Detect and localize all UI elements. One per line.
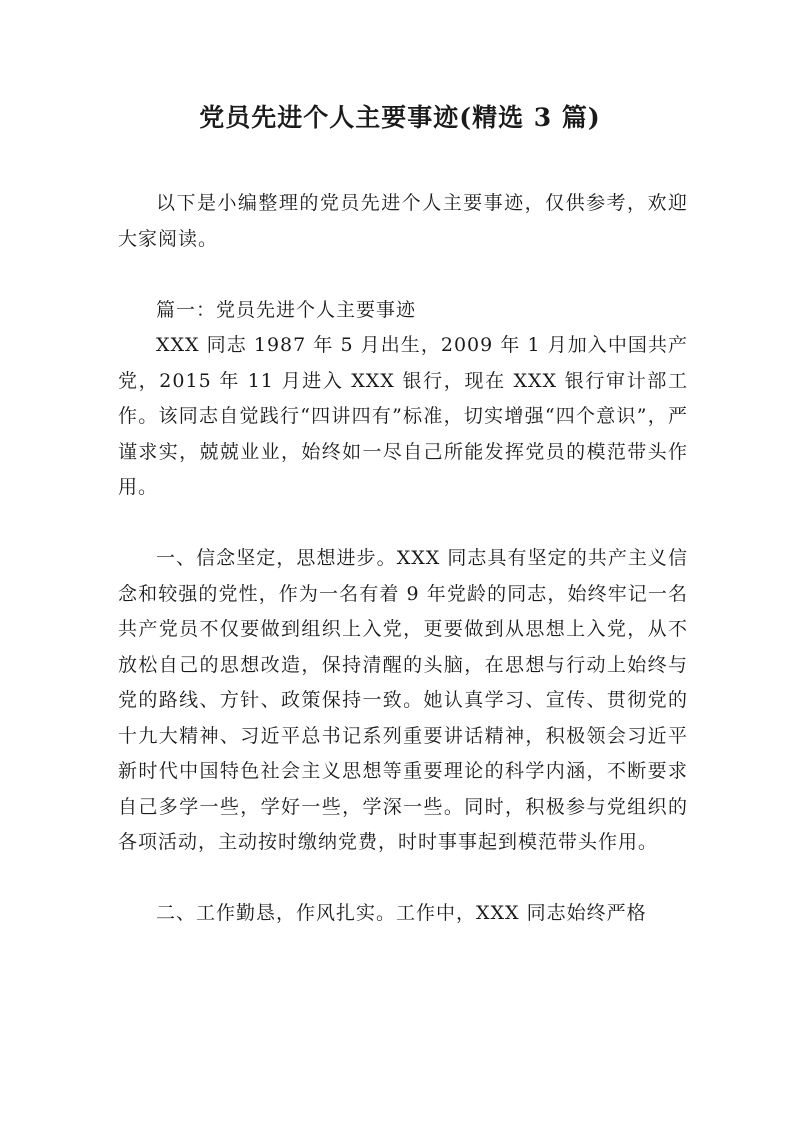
paragraph-1: XXX 同志 1987 年 5 月出生，2009 年 1 月加入中国共产党，2015 年 11 月进入 XXX 银行，现在 XXX 银行审计部工作。该同志自觉践行“四讲四有”标准，切实增强“四个意识”，严谨求实，兢兢业业，始终如一尽自己所能发挥党员的模范带头作用。 bbox=[118, 334, 688, 498]
intro-paragraph: 以下是小编整理的党员先进个人主要事迹，仅供参考，欢迎大家阅读。 bbox=[118, 192, 688, 250]
section-heading: 篇一：党员先进个人主要事迹 bbox=[156, 298, 417, 321]
paragraph-2: 一、信念坚定，思想进步。XXX 同志具有坚定的共产主义信念和较强的党性，作为一名有着 9 年党龄的同志，始终牢记一名共产党员不仅要做到组织上入党，更要做到从思想上入党，从不放松自己的思想改造，保持清醒的头脑，在思想与行动上始终与党的路线、方针、政策保持一致。她认真学习、宣传、贯彻党的十九大精神、习近平总书记系列重要讲话精神，积极领会习近平新时代中国特色社会主义思想等重要理论的科学内涵，不断要求自己多学一些，学好一些，学深一些。同时，积极参与党组织的各项活动，主动按时缴纳党费，时时事事起到模范带头作用。 bbox=[118, 547, 688, 853]
document-title: 党员先进个人主要事迹(精选 3 篇) bbox=[199, 103, 601, 132]
document-body bbox=[118, 186, 688, 932]
paragraph-3: 二、工作勤恳，作风扎实。工作中，XXX 同志始终严格 bbox=[156, 902, 647, 924]
paragraph-gap bbox=[118, 506, 688, 542]
paragraph-gap bbox=[118, 257, 688, 293]
paragraph-gap bbox=[118, 861, 688, 897]
